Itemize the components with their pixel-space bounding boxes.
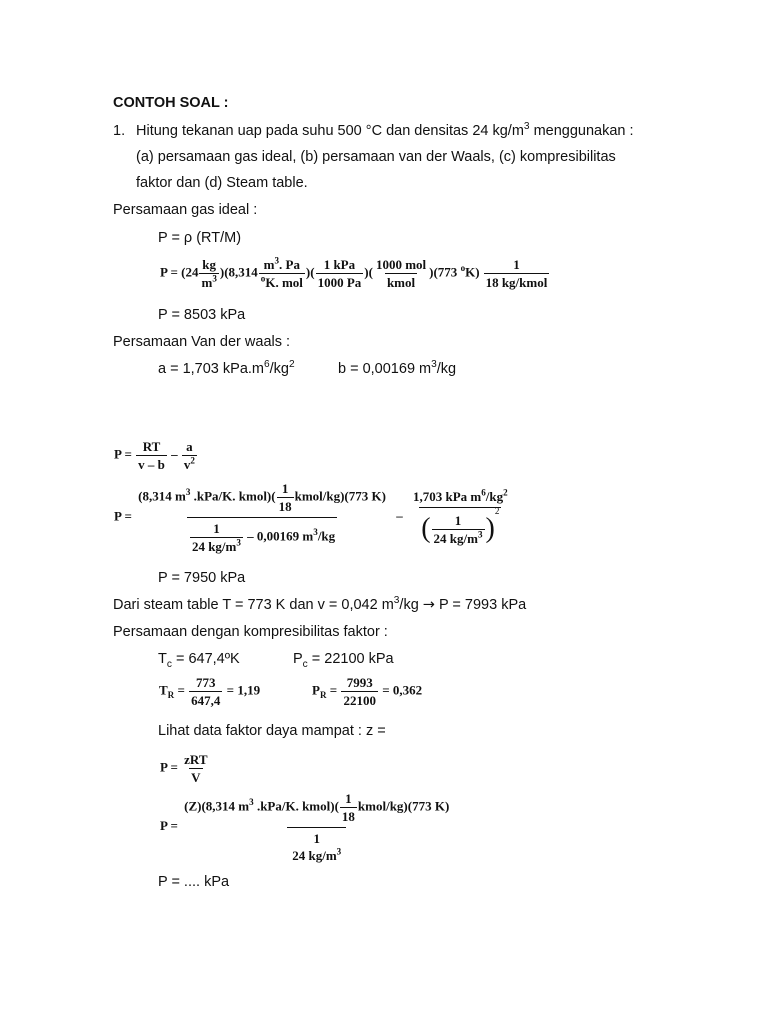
vdw-big-num-sup: 3 — [185, 487, 191, 498]
vdw-big-den-rest: – 0,00169 m — [243, 528, 314, 544]
vdw-substituted-equation — [114, 482, 511, 553]
ideal-eq-temp: )(773 — [429, 264, 461, 280]
vdw-big-right-lparen: ( — [421, 513, 431, 545]
ideal-eq-kpa-den: 1000 Pa — [317, 275, 362, 290]
ideal-eq-mw-frac — [484, 258, 550, 289]
steam-text-c: P = 7993 kPa — [434, 597, 527, 613]
kompres-pr-equation — [312, 676, 422, 707]
kompres-big-den-one: 1 — [313, 831, 320, 846]
kompres-big-num — [182, 792, 451, 827]
vdw-big-right-pow: 2 — [494, 506, 500, 517]
vdw-big-right-num — [411, 487, 510, 507]
vdw-big-right-24 — [432, 529, 485, 545]
page-title: CONTOH SOAL : — [113, 95, 229, 111]
kompres-tr-equation — [159, 676, 260, 707]
kompres-big-den-24 — [290, 847, 343, 862]
kompres-big-18-frac — [340, 792, 357, 823]
kompres-big-num-b: .kPa/K. kmol)( — [253, 798, 339, 814]
vdw-general-equation — [114, 440, 198, 471]
ideal-eq-r-den — [259, 273, 305, 289]
vdw-big-right-inner-frac — [432, 514, 485, 545]
vdw-gen-minus: – — [171, 446, 178, 462]
vdw-gen-v-sup: 2 — [190, 455, 195, 466]
ideal-gas-result: P = 8503 kPa — [158, 307, 246, 323]
steam-text-a: Dari steam table T = 773 K dan v = 0,042 m — [113, 597, 394, 613]
ideal-eq-m: m — [201, 275, 213, 290]
kompres-tc — [158, 651, 240, 670]
kompres-gen-p: P = — [160, 759, 178, 775]
vdw-big-num-c: kmol/kg)(773 K) — [294, 488, 386, 504]
ideal-eq-close1: )( — [305, 264, 315, 280]
vdw-big-main-frac — [136, 482, 388, 553]
kompres-big-num-sup: 3 — [249, 797, 254, 808]
steam-sup: 3 — [393, 595, 400, 607]
vdw-big-right-sup2: 2 — [503, 487, 508, 498]
kompres-big-den-frac — [290, 832, 343, 862]
kompres-pc-sub: c — [302, 658, 308, 670]
kompres-big-num-c: kmol/kg)(773 K) — [357, 798, 450, 814]
vdw-a-sup1: 6 — [264, 359, 270, 371]
vdw-big-right-den — [419, 507, 501, 545]
kompres-pc — [293, 651, 394, 670]
kompres-tc-b: = 647,4ºK — [171, 651, 240, 667]
kompres-pr-num: 7993 — [346, 675, 373, 690]
vdw-big-right-num-a: 1,703 kPa m — [412, 489, 482, 505]
ideal-eq-r-m-sup: 3 — [274, 255, 280, 266]
vdw-gen-rt: RT — [142, 439, 161, 454]
ideal-eq-kpa-num: 1 kPa — [323, 257, 356, 272]
kompres-tr-frac — [189, 676, 222, 707]
kompres-big-18-one: 1 — [345, 791, 352, 806]
kompres-big-den-24-text: 24 kg/m — [292, 848, 337, 863]
kompres-pr-frac — [341, 676, 378, 707]
vdw-big-right-sup1: 6 — [481, 487, 486, 498]
vdw-a-mid: /kg — [269, 361, 289, 377]
vdw-big-right-frac — [411, 487, 510, 546]
ideal-eq-lhs: P = (24 — [160, 264, 199, 280]
vdw-big-18-frac — [277, 482, 294, 513]
ideal-gas-formula: P = ρ (RT/M) — [158, 230, 242, 246]
kompres-pc-b: = 22100 kPa — [307, 651, 394, 667]
vdw-big-minus: – — [396, 508, 403, 524]
kompres-tc-sub: c — [166, 658, 172, 670]
vdw-title: Persamaan Van der waals : — [113, 334, 291, 350]
kompres-pr-den: 22100 — [343, 693, 376, 708]
steam-text-b: /kg — [399, 597, 423, 613]
kompres-gen-frac — [182, 753, 209, 784]
ideal-eq-m3 — [199, 273, 218, 289]
vdw-result: P = 7950 kPa — [158, 570, 246, 586]
ideal-eq-mol-num: 1000 mol — [375, 257, 427, 272]
kompres-tr-den: 647,4 — [191, 693, 221, 708]
vdw-big-right-one: 1 — [454, 512, 462, 528]
problem-line-1 — [136, 121, 634, 139]
vdw-big-num — [136, 482, 388, 517]
ideal-eq-mol-den: kmol — [386, 275, 416, 290]
vdw-gen-v2 — [182, 455, 197, 471]
problem-line-2: (a) persamaan gas ideal, (b) persamaan van der Waals, (c) kompresibilitas — [136, 149, 616, 165]
problem-number: 1. — [113, 123, 126, 139]
vdw-b-text: b = 0,00169 m — [338, 361, 432, 377]
vdw-big-right-num-b: /kg — [485, 489, 504, 505]
kompres-tr-lhs: T — [159, 682, 168, 698]
vdw-big-18-one: 1 — [281, 481, 289, 496]
vdw-gen-a: a — [186, 439, 193, 454]
vdw-big-den-one: 1 — [213, 521, 220, 536]
vdw-b-sup: 3 — [431, 359, 437, 371]
ideal-eq-r-num — [262, 255, 302, 273]
kompres-general-equation — [160, 753, 211, 784]
problem-line-1-text: Hitung tekanan uap pada suhu 500 °C dan densitas 24 kg/m — [136, 123, 524, 139]
kompres-tr-res: = 1,19 — [226, 682, 261, 698]
vdw-b-end: /kg — [436, 361, 457, 377]
kompres-tr-eq: = — [174, 682, 185, 698]
steam-table-line — [113, 595, 527, 613]
vdw-big-den-rest-sup: 3 — [313, 527, 318, 538]
vdw-big-right-24-sup: 3 — [477, 529, 483, 540]
vdw-a-text: a = 1,703 kPa.m — [158, 361, 264, 377]
ideal-eq-mw-den: 18 kg/kmol — [485, 275, 548, 290]
kompres-pr-lhs: P — [312, 682, 320, 698]
ideal-gas-title: Persamaan gas ideal : — [113, 202, 258, 218]
kompres-pr-eq: = — [326, 682, 338, 698]
ideal-eq-temp-unit: K) — [465, 264, 480, 280]
kompres-big-p: P = — [160, 817, 178, 833]
kompres-gen-den: V — [191, 770, 201, 785]
ideal-eq-kpa-frac — [316, 258, 364, 289]
ideal-eq-kg: kg — [202, 257, 217, 272]
kompres-big-num-a: (Z)(8,314 m — [184, 798, 250, 814]
vdw-big-den-24-text: 24 kg/m — [191, 539, 237, 554]
ideal-eq-r-m: m — [263, 257, 275, 272]
right-arrow-icon: → — [422, 597, 435, 613]
vdw-gen-v: v — [183, 457, 191, 472]
vdw-big-num-a: (8,314 m — [138, 488, 186, 504]
problem-line-3: faktor dan (d) Steam table. — [136, 175, 308, 191]
ideal-gas-equation — [160, 255, 550, 290]
kompres-big-den-24-sup: 3 — [336, 846, 342, 857]
vdw-big-right-24-text: 24 kg/m — [433, 530, 478, 546]
ideal-eq-deg: o — [260, 273, 266, 284]
problem-line-1-end: menggunakan : — [529, 123, 634, 139]
problem-line-1-sup: 3 — [523, 121, 530, 133]
vdw-a-constant — [158, 359, 295, 377]
ideal-eq-r-frac — [259, 255, 305, 290]
kompres-gen-num: zRT — [184, 752, 208, 767]
ideal-eq-m-sup: 3 — [212, 273, 217, 284]
vdw-big-num-b: .kPa/K. kmol)( — [190, 488, 276, 504]
ideal-eq-mol-frac — [374, 258, 428, 289]
kompres-pr-sub: R — [319, 690, 327, 701]
ideal-eq-close2: )( — [364, 264, 373, 280]
kompres-tr-num: 773 — [196, 675, 216, 690]
vdw-big-18: 18 — [278, 499, 292, 514]
kompres-tr-sub: R — [167, 690, 175, 701]
ideal-eq-r: )(8,314 — [219, 264, 258, 280]
kompres-lihat: Lihat data faktor daya mampat : z = — [158, 723, 386, 739]
vdw-big-den-24-sup: 3 — [236, 537, 241, 548]
kompres-big-main-frac — [182, 792, 451, 862]
vdw-gen-frac2 — [182, 440, 197, 471]
vdw-gen-vb: v – b — [138, 457, 165, 472]
kompres-substituted-equation — [160, 792, 452, 862]
vdw-big-p: P = — [114, 508, 132, 524]
vdw-big-den-frac — [190, 522, 243, 553]
kompres-result: P = .... kPa — [158, 874, 230, 890]
vdw-gen-frac1 — [136, 440, 167, 471]
kompres-big-den — [287, 827, 346, 862]
vdw-a-sup2: 2 — [288, 359, 295, 371]
kompres-big-18: 18 — [341, 809, 355, 824]
kompres-pr-res: = 0,362 — [382, 682, 423, 698]
vdw-big-den — [187, 517, 337, 553]
vdw-big-right-rparen: ) — [485, 513, 495, 545]
vdw-big-den-end: /kg — [317, 528, 336, 544]
vdw-b-constant — [338, 359, 457, 377]
kompres-tc-a: T — [158, 651, 167, 667]
vdw-big-den-24 — [190, 537, 243, 553]
ideal-eq-kmol: K. mol — [265, 275, 303, 290]
ideal-eq-mw-num: 1 — [513, 257, 520, 272]
ideal-eq-density-frac — [199, 258, 218, 289]
kompres-title: Persamaan dengan kompresibilitas faktor : — [113, 624, 388, 640]
ideal-eq-r-pa: . Pa — [279, 257, 300, 272]
vdw-gen-p: P = — [114, 446, 132, 462]
ideal-eq-temp-deg: o — [460, 263, 466, 274]
kompres-pc-a: P — [293, 651, 303, 667]
